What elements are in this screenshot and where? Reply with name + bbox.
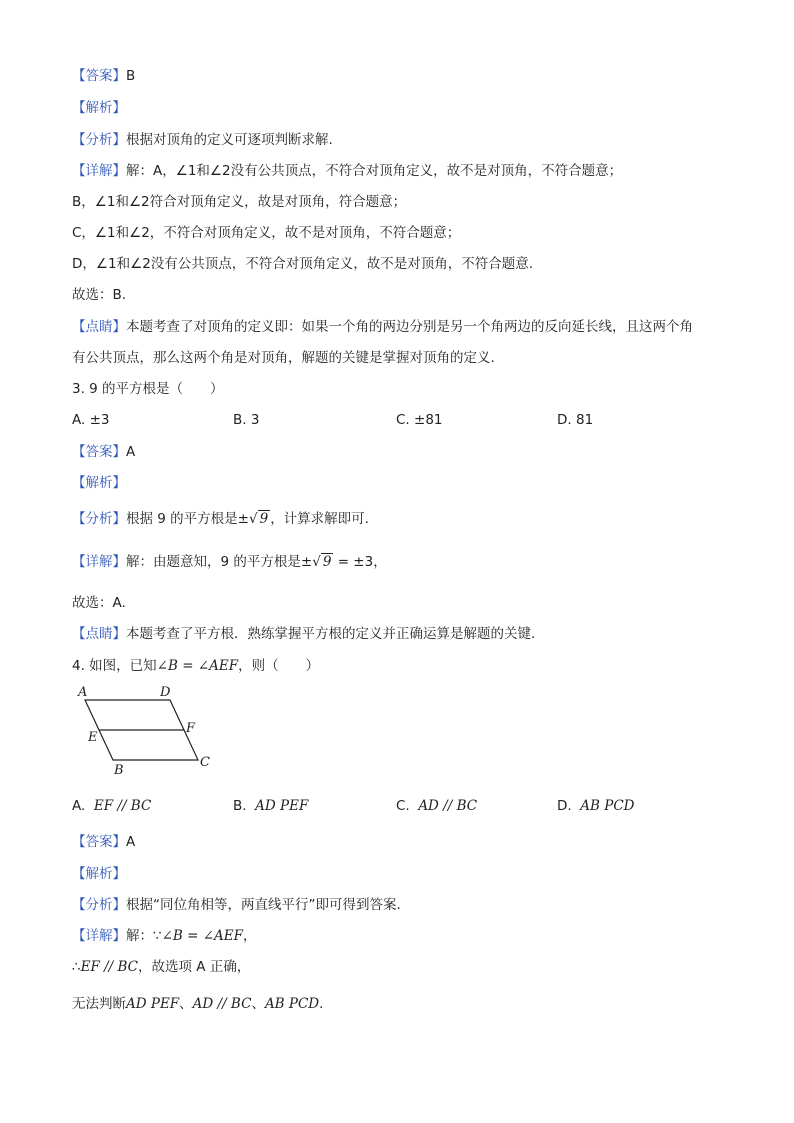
detail2-pre: ∴ <box>72 959 81 975</box>
fenxi-tag: 【分析】 <box>72 897 126 913</box>
q4-option-b <box>233 797 308 815</box>
detail-pre: 解：由题意知，9 的平方根是± <box>126 554 313 570</box>
answer-tag: 【答案】 <box>72 444 126 460</box>
q3-option-a: A. ±3 <box>72 412 110 428</box>
radicand: 9 <box>322 554 332 570</box>
q3-fenxi-line <box>72 510 369 528</box>
xiangjie-tag: 【详解】 <box>72 928 126 944</box>
xiangjie-tag: 【详解】 <box>72 163 126 179</box>
detail3-m1: AD PEF <box>126 996 180 1012</box>
label-a: A <box>78 685 88 700</box>
fenxi-text: 根据“同位角相等，两直线平行”即可得到答案. <box>126 897 401 913</box>
dianjing-text-1: 本题考查了对顶角的定义即：如果一个角的两边分别是另一个角两边的反向延长线，且这两个角 <box>126 319 693 335</box>
label-e: E <box>88 730 98 745</box>
answer-tag: 【答案】 <box>72 834 126 850</box>
fenxi-text: 根据对顶角的定义可逐项判断求解. <box>126 132 333 148</box>
q2-detail-c: C，∠1和∠2，不符合对顶角定义，故不是对顶角，不符合题意； <box>72 225 461 241</box>
answer-value: A <box>126 834 136 850</box>
detail1-math: ∠B = ∠AEF <box>161 928 244 944</box>
q2-analysis-heading <box>72 99 126 117</box>
analysis-tag: 【解析】 <box>72 100 126 116</box>
option-letter: B. <box>233 798 247 814</box>
detail2-post: ，故选项 A 正确， <box>138 959 251 975</box>
q3-option-c: C. ±81 <box>396 412 443 428</box>
detail3-sep1: 、 <box>179 996 193 1012</box>
q3-option-d: D. 81 <box>557 412 594 428</box>
detail-post: = ±3， <box>333 554 387 570</box>
analysis-tag: 【解析】 <box>72 866 126 882</box>
xiangjie-tag: 【详解】 <box>72 554 126 570</box>
detail2-math: EF // BC <box>80 959 138 975</box>
q2-dianjing-line1 <box>72 318 693 336</box>
q4-option-d <box>557 797 634 815</box>
q3-analysis-heading <box>72 474 126 492</box>
detail3-m3: AB PCD <box>264 996 320 1012</box>
q4-analysis-heading <box>72 865 126 883</box>
q4-fenxi-line <box>72 896 401 914</box>
stem-pre: 4. 如图，已知 <box>72 658 157 674</box>
q3-detail-line <box>72 553 387 571</box>
q3-dianjing-line <box>72 625 535 643</box>
detail3-post: . <box>319 996 324 1012</box>
sqrt-sign: √ 9 <box>248 511 269 527</box>
fenxi-post: ，计算求解即可. <box>270 511 369 527</box>
label-c: C <box>200 755 210 770</box>
detail3-sep2: 、 <box>251 996 265 1012</box>
detail3-m2: AD // BC <box>192 996 252 1012</box>
detail1-post: ， <box>243 928 257 944</box>
option-letter: C. <box>396 798 410 814</box>
dianjing-tag: 【点睛】 <box>72 319 126 335</box>
q4-option-c <box>396 797 477 815</box>
answer-tag: 【答案】 <box>72 68 126 84</box>
option-math: AD PEF <box>255 798 309 814</box>
fenxi-tag: 【分析】 <box>72 511 126 527</box>
q2-choose: 故选：B. <box>72 287 127 303</box>
fenxi-pre: 根据 9 的平方根是± <box>126 511 249 527</box>
q3-stem: 3. 9 的平方根是（ ） <box>72 381 224 397</box>
detail-a-text: 解：A，∠1和∠2没有公共顶点，不符合对顶角定义，故不是对顶角，不符合题意； <box>126 163 623 179</box>
sqrt-sign: √ 9 <box>312 554 332 570</box>
detail3-pre: 无法判断 <box>72 996 126 1012</box>
option-math: AB PCD <box>580 798 635 814</box>
answer-value: A <box>126 444 136 460</box>
label-d: D <box>160 685 171 700</box>
q3-answer-line <box>72 443 135 461</box>
answer-value: B <box>126 68 136 84</box>
label-b: B <box>114 763 124 778</box>
option-letter: A. <box>72 798 86 814</box>
q4-detail-line3 <box>72 995 323 1013</box>
q2-answer-line <box>72 67 135 85</box>
q2-detail-b: B，∠1和∠2符合对顶角定义，故是对顶角，符合题意； <box>72 194 407 210</box>
q4-option-a <box>72 797 151 815</box>
q4-answer-line <box>72 833 135 851</box>
analysis-tag: 【解析】 <box>72 475 126 491</box>
q4-detail-line1 <box>72 927 257 945</box>
dianjing-tag: 【点睛】 <box>72 626 126 642</box>
q2-detail-a <box>72 162 622 180</box>
fenxi-tag: 【分析】 <box>72 132 126 148</box>
q2-fenxi-line <box>72 131 333 149</box>
q4-detail-line2 <box>72 958 250 976</box>
label-f: F <box>186 721 196 736</box>
parallelogram-figure <box>70 680 220 780</box>
option-letter: D. <box>557 798 572 814</box>
q3-choose: 故选：A. <box>72 595 126 611</box>
dianjing-text: 本题考查了平方根．熟练掌握平方根的定义并正确运算是解题的关键. <box>126 626 536 642</box>
q3-option-b: B. 3 <box>233 412 260 428</box>
q4-stem <box>72 657 319 675</box>
detail1-pre: 解：∵ <box>126 928 162 944</box>
stem-math: ∠B = ∠AEF <box>156 658 239 674</box>
option-math: EF // BC <box>93 798 152 814</box>
q2-detail-d: D，∠1和∠2没有公共顶点，不符合对顶角定义，故不是对顶角，不符合题意. <box>72 256 534 272</box>
q2-dianjing-line2: 有公共顶点，那么这两个角是对顶角，解题的关键是掌握对顶角的定义. <box>72 350 495 366</box>
option-math: AD // BC <box>418 798 478 814</box>
stem-post: ，则（ ） <box>238 658 320 674</box>
radicand: 9 <box>259 511 269 527</box>
